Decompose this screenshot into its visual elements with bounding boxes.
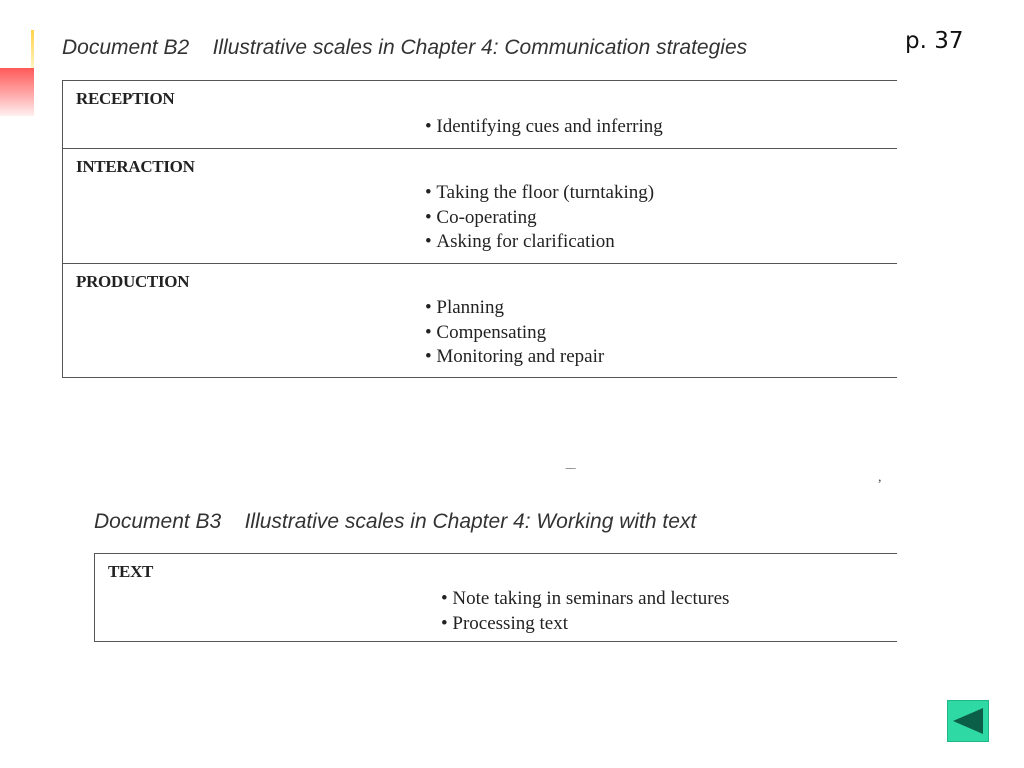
list-item: • Taking the floor (turntaking)	[425, 181, 654, 206]
doc-b3-title: Document B3 Illustrative scales in Chapter 4: Working with text	[94, 510, 697, 533]
decorative-accent-bar	[31, 30, 34, 68]
list-item: • Asking for clarification	[425, 230, 654, 255]
bullet-list	[425, 115, 663, 140]
list-item: • Processing text	[441, 612, 729, 637]
doc-b2-title: Document B2 Illustrative scales in Chapter 4: Communication strategies	[62, 36, 748, 59]
doc-b3-table	[94, 553, 897, 642]
list-item: • Co-operating	[425, 206, 654, 231]
decorative-accent-block	[0, 68, 34, 116]
list-item: • Compensating	[425, 321, 604, 346]
section-text	[95, 554, 897, 641]
section-label: RECEPTION	[76, 89, 175, 108]
bullet-list	[441, 587, 729, 636]
scan-artifact: ‾‾	[566, 468, 576, 483]
section-interaction	[63, 148, 897, 263]
bullet-list	[425, 296, 604, 370]
section-label: INTERACTION	[76, 157, 195, 176]
section-label: PRODUCTION	[76, 272, 190, 291]
doc-b2-table	[62, 80, 897, 378]
back-button[interactable]	[947, 700, 989, 742]
section-label: TEXT	[108, 562, 154, 581]
list-item: • Identifying cues and inferring	[425, 115, 663, 140]
page-number: p. 37	[905, 28, 964, 54]
scan-artifact: ,	[878, 470, 882, 485]
triangle-left-icon	[951, 706, 985, 736]
bullet-list	[425, 181, 654, 255]
section-production	[63, 263, 897, 377]
list-item: • Planning	[425, 296, 604, 321]
list-item: • Monitoring and repair	[425, 345, 604, 370]
section-reception	[63, 81, 897, 148]
list-item: • Note taking in seminars and lectures	[441, 587, 729, 612]
